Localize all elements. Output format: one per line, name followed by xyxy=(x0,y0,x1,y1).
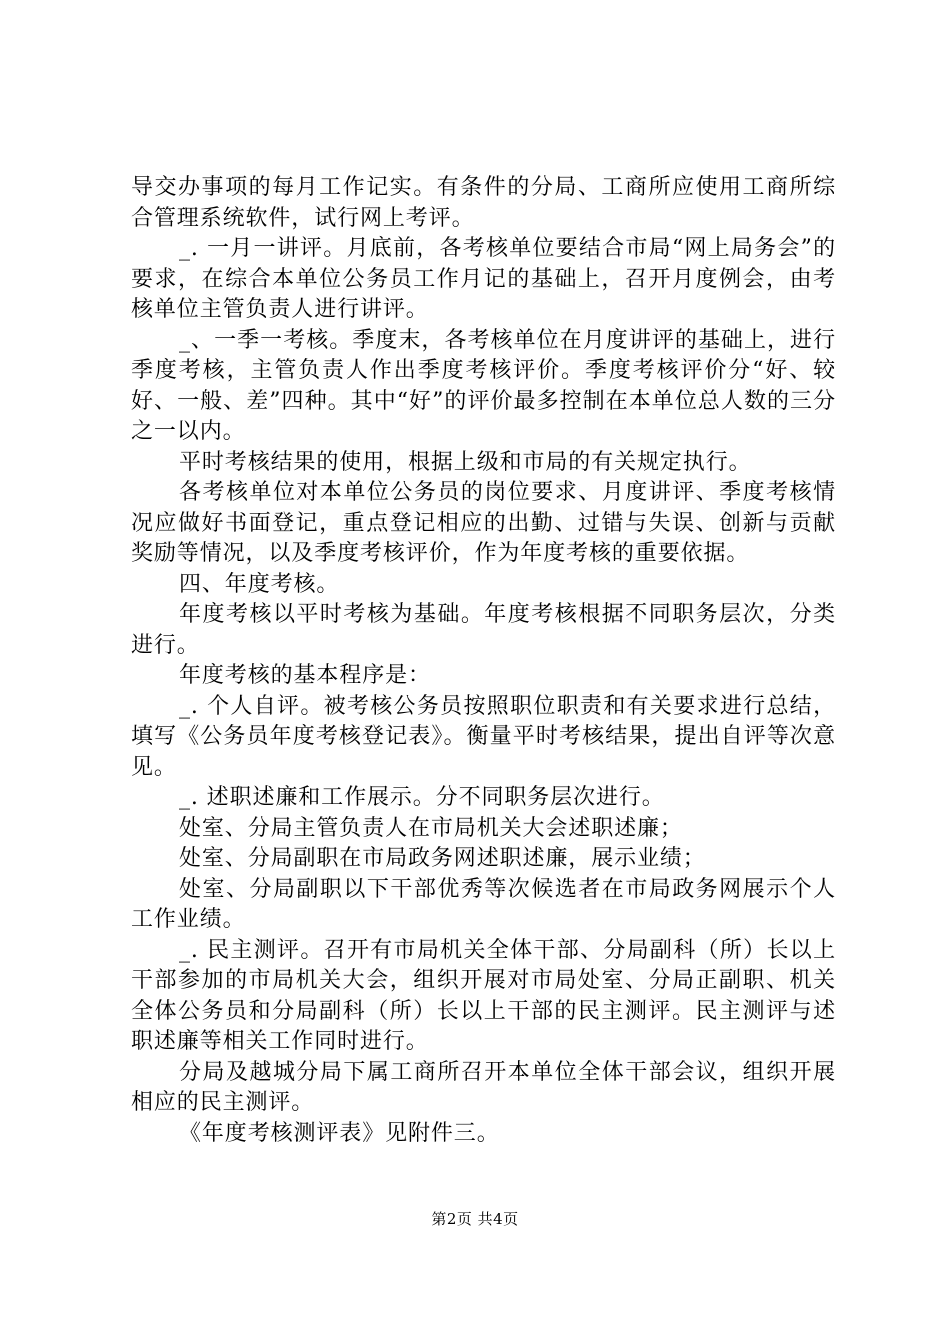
paragraph: 《年度考核测评表》见附件三。 xyxy=(179,1120,500,1146)
document-body xyxy=(131,173,836,1149)
paragraph: _. 民主测评。召开有市局机关全体干部、分局副科（所）长以上干部参加的市局机关大会，组织开展对市局处室、分局正副职、机关全体公务员和分局副科（所）长以上干部的民主测评。民主测评与述职述廉等相关工作同时进行。 xyxy=(131,937,836,1054)
section-heading: 四、年度考核。 xyxy=(179,571,340,597)
paragraph: _、一季一考核。季度末，各考核单位在月度讲评的基础上，进行季度考核，主管负责人作出季度考核评价。季度考核评价分“好、较好、一般、差”四种。其中“好”的评价最多控制在本单位总人数的三分之一以内。 xyxy=(131,327,836,444)
paragraph: 处室、分局主管负责人在市局机关大会述职述廉； xyxy=(179,815,683,841)
page-number-footer: 第2页 共4页 xyxy=(431,1210,519,1228)
paragraph: _. 一月一讲评。月底前，各考核单位要结合市局“网上局务会”的要求，在综合本单位公务员工作月记的基础上，召开月度例会，由考核单位主管负责人进行讲评。 xyxy=(131,236,836,322)
paragraph: 导交办事项的每月工作记实。有条件的分局、工商所应使用工商所综合管理系统软件，试行网上考评。 xyxy=(131,175,836,231)
paragraph: 分局及越城分局下属工商所召开本单位全体干部会议，组织开展相应的民主测评。 xyxy=(131,1059,836,1115)
paragraph: _. 个人自评。被考核公务员按照职位职责和有关要求进行总结，填写《公务员年度考核登记表》。衡量平时考核结果，提出自评等次意见。 xyxy=(131,693,836,780)
paragraph: 年度考核的基本程序是： xyxy=(179,663,431,688)
paragraph: 处室、分局副职以下干部优秀等次候选者在市局政务网展示个人工作业绩。 xyxy=(131,876,836,932)
paragraph: 各考核单位对本单位公务员的岗位要求、月度讲评、季度考核情况应做好书面登记，重点登记相应的出勤、过错与失误、创新与贡献奖励等情况，以及季度考核评价，作为年度考核的重要依据。 xyxy=(131,480,836,566)
paragraph: 年度考核以平时考核为基础。年度考核根据不同职务层次，分类进行。 xyxy=(131,602,836,658)
paragraph: _. 述职述廉和工作展示。分不同职务层次进行。 xyxy=(179,785,665,810)
paragraph: 处室、分局副职在市局政务网述职述廉，展示业绩； xyxy=(179,846,706,871)
paragraph: 平时考核结果的使用，根据上级和市局的有关规定执行。 xyxy=(179,449,752,475)
